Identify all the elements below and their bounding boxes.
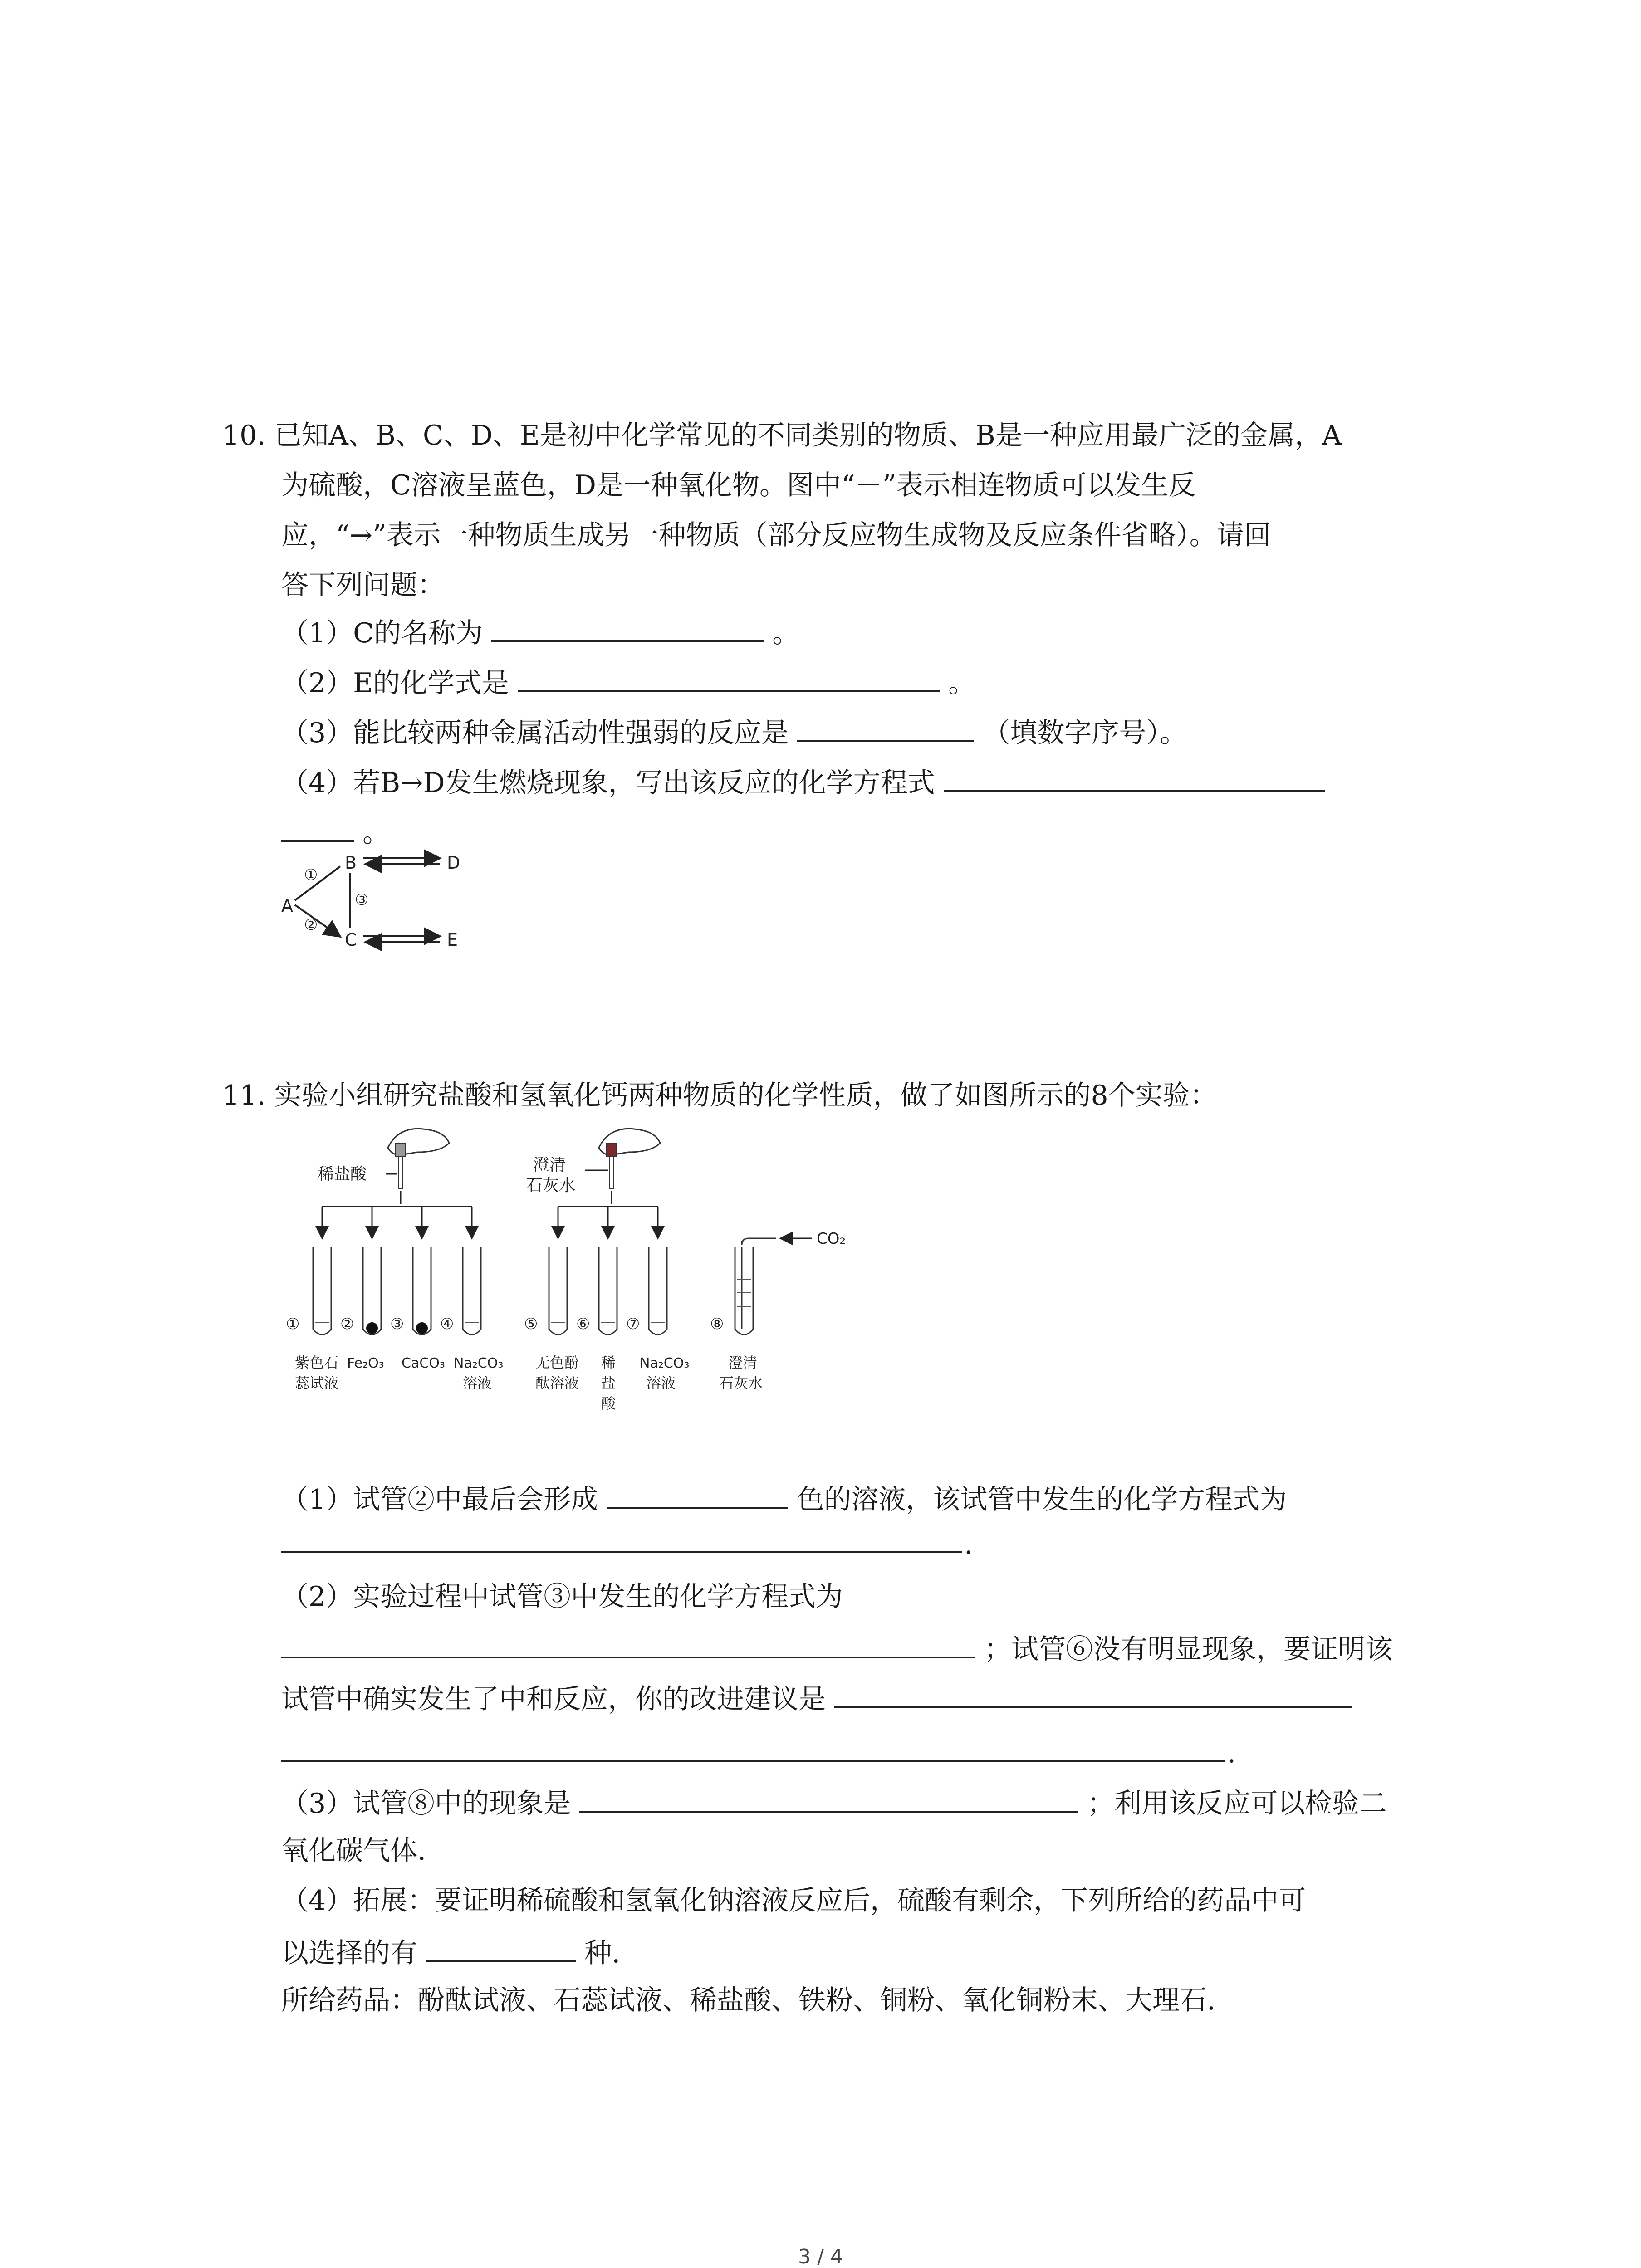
q11-sub3-suffix: ；利用该反应可以检验二 [1087,1788,1387,1819]
q11-sub2-end: . [1227,1737,1236,1769]
q11-sub4-prefix: 以选择的有 [281,1937,417,1969]
q10-sub4-end: 。 [362,817,390,849]
q10-sub1 [281,612,799,651]
q10-sub2-prefix: （2）E的化学式是 [281,667,509,699]
q10-number: 10. [222,420,266,451]
label-r3: ③ [355,891,369,909]
q10-line-1 [222,417,1342,454]
tube-6-number: ⑥ [576,1315,590,1333]
q11-sub1-color-blank[interactable] [607,1479,788,1509]
tube-7-label-1: Na₂CO₃ [640,1355,690,1371]
q11-sub2-mid: ；试管⑥没有明显现象，要证明该 [984,1633,1393,1665]
q10-sub4-answer-blank[interactable] [944,762,1325,792]
q11-reagent-list: 所给药品：酚酞试液、石蕊试液、稀盐酸、铁粉、铜粉、氧化铜粉末、大理石. [281,1984,1216,2016]
q11-stem: 实验小组研究盐酸和氢氧化钙两种物质的化学性质，做了如图所示的8个实验： [274,1080,1217,1111]
q10-sub4 [281,762,1325,801]
q11-sub2-line-3 [281,1678,1352,1717]
tube-7-label-2: 溶液 [647,1374,676,1392]
q11-sub3-phenomenon-blank[interactable] [579,1783,1078,1813]
q11-sub3 [281,1783,1386,1822]
q11-sub2-suggestion-blank-cont[interactable] [281,1760,1225,1762]
right-reagent-label-2: 石灰水 [526,1176,576,1195]
left-reagent-label: 稀盐酸 [318,1165,367,1183]
test-tube-7 [649,1247,667,1335]
test-tube-5 [549,1247,567,1335]
q11-sub1-end: . [964,1529,973,1560]
tube-2-number: ② [340,1315,354,1333]
tube-1-label-1: 紫色石 [295,1354,339,1371]
q11-sub2-line-1: （2）实验过程中试管③中发生的化学方程式为 [281,1581,843,1613]
q10-sub3-suffix: （填数字序号）。 [983,717,1187,749]
q10-stem-2: 为硫酸，C溶液呈蓝色，D是一种氧化物。图中“－”表示相连物质可以发生反 [281,469,1196,501]
test-tube-8 [735,1238,776,1335]
tube-3-number: ③ [390,1315,404,1333]
node-E: E [447,930,458,950]
test-tube-2 [363,1247,381,1335]
right-dropper-hand-icon [599,1129,660,1188]
q11-sub1-mid: 色的溶液，该试管中发生的化学方程式为 [797,1484,1287,1515]
tube-7-number: ⑦ [626,1315,640,1333]
left-dropper-hand-icon [388,1129,449,1188]
test-tube-1 [313,1247,331,1335]
q10-stem-4: 答下列问题： [281,569,445,601]
q10-sub3 [281,712,1187,751]
q10-sub2 [281,662,975,701]
q10-stem-1: 已知A、B、C、D、E是初中化学常见的不同类别的物质、B是一种应用最广泛的金属，A [274,420,1342,451]
tube-2-label: Fe₂O₃ [347,1355,384,1371]
q11-sub3-line-2: 氧化碳气体. [281,1835,426,1867]
test-tube-6 [599,1247,617,1335]
tube-1-label-2: 蕊试液 [295,1374,339,1392]
q11-sub4-line-1: （4）拓展：要证明稀硫酸和氢氧化钠溶液反应后，硫酸有剩余，下列所给的药品中可 [281,1885,1306,1916]
q10-sub1-prefix: （1）C的名称为 [281,617,483,649]
q11-sub4-line-2 [281,1932,620,1971]
q11-sub3-prefix: （3）试管⑧中的现象是 [281,1788,571,1819]
tube-4-number: ④ [440,1315,454,1333]
q10-sub4-prefix: （4）若B→D发生燃烧现象，写出该反应的化学方程式 [281,767,935,799]
co2-label: CO₂ [817,1230,846,1248]
q10-sub1-suffix: 。 [772,617,800,649]
q11-sub4-suffix: 种. [584,1937,621,1969]
tube-5-label-2: 酞溶液 [535,1374,579,1392]
q10-reaction-diagram [272,844,481,962]
tube-3-label: CaCO₃ [402,1355,445,1371]
q11-sub1 [281,1479,1287,1518]
node-A: A [281,896,293,916]
q10-sub2-answer-blank[interactable] [518,662,940,692]
node-D: D [447,853,460,873]
node-C: C [345,930,357,950]
label-r1: ① [304,866,318,884]
q10-sub1-answer-blank[interactable] [491,612,764,642]
q11-number: 11. [222,1080,266,1111]
q11-sub1-prefix: （1）试管②中最后会形成 [281,1484,598,1515]
test-tube-3 [413,1247,431,1335]
tube-1-number: ① [286,1315,300,1333]
tube-6-label-1: 稀 [601,1354,616,1371]
q11-sub2-equation-blank[interactable] [281,1628,975,1658]
tube-5-label-1: 无色酚 [535,1354,579,1371]
q10-sub3-prefix: （3）能比较两种金属活动性强弱的反应是 [281,717,789,749]
tube-6-label-3: 酸 [601,1395,616,1412]
q11-sub2-suggestion-blank[interactable] [834,1678,1352,1708]
page-number: 3 / 4 [798,2245,843,2268]
test-tube-4 [463,1247,481,1335]
tube-8-label-1: 澄清 [728,1354,758,1371]
tube-5-number: ⑤ [524,1315,538,1333]
tube-4-label-1: Na₂CO₃ [454,1355,504,1371]
tube-8-number: ⑧ [710,1315,724,1333]
q11-sub2-line-3-text: 试管中确实发生了中和反应，你的改进建议是 [281,1683,826,1715]
q11-line-1 [222,1077,1217,1114]
q10-sub3-answer-blank[interactable] [797,712,974,742]
q11-sub2-line-2 [281,1628,1392,1667]
right-reagent-label-1: 澄清 [533,1156,566,1174]
tube-4-label-2: 溶液 [463,1374,492,1392]
q10-sub4-answer-blank-cont[interactable] [281,812,354,842]
tube-6-label-2: 盐 [601,1374,616,1392]
node-B: B [345,853,357,873]
label-r2: ② [304,916,318,934]
q10-sub2-suffix: 。 [948,667,976,699]
q11-experiment-figure [272,1116,862,1470]
q10-stem-3: 应，“→”表示一种物质生成另一种物质（部分反应物生成物及反应条件省略）。请回 [281,519,1271,551]
tube-8-label-2: 石灰水 [719,1374,763,1392]
q11-sub4-count-blank[interactable] [426,1932,576,1962]
q11-sub1-equation-blank[interactable] [281,1551,962,1553]
